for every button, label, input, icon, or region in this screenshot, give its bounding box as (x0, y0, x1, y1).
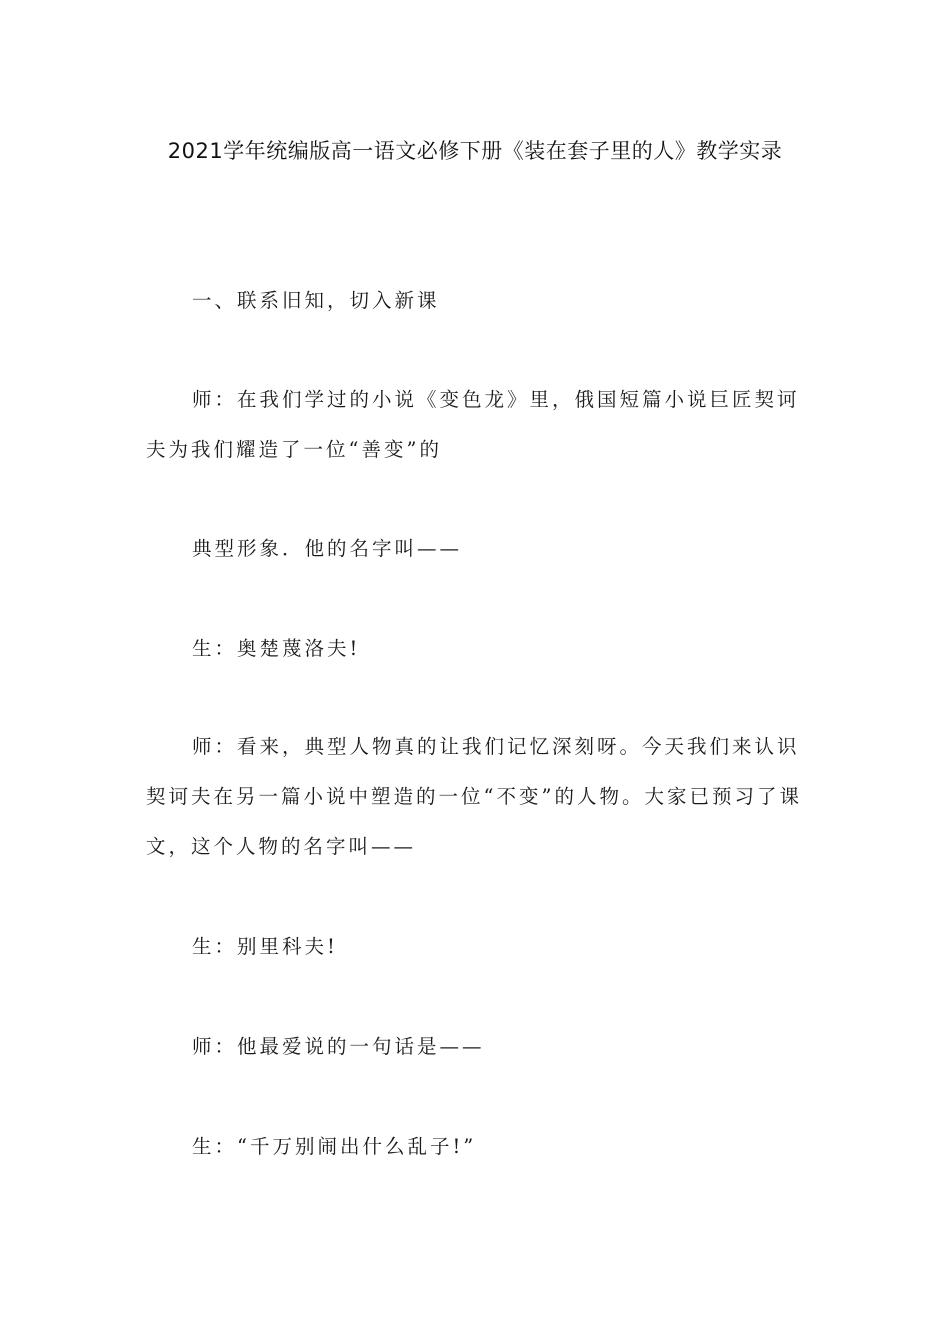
paragraph-teacher-prompt: 师：他最爱说的一句话是—— (192, 1035, 485, 1058)
section-heading: 一、联系旧知，切入新课 (192, 289, 440, 312)
paragraph-typical-image: 典型形象．他的名字叫—— (192, 537, 463, 560)
document-title: 2021学年统编版高一语文必修下册《装在套子里的人》教学实录 (167, 139, 783, 163)
paragraph-teacher-question: 师：看来，典型人物真的让我们记忆深刻呀。今天我们来认识契诃夫在另一篇小说中塑造的一位“不变”的人物。大家已预习了课文，这个人物的名字叫—— (146, 735, 802, 858)
paragraph-teacher-intro: 师：在我们学过的小说《变色龙》里，俄国短篇小说巨匠契诃夫为我们耀造了一位“善变”的 (146, 388, 800, 461)
paragraph-student-answer-2: 生：别里科夫! (192, 935, 338, 958)
paragraph-student-quote: 生：“千万别闹出什么乱子!” (192, 1135, 477, 1158)
paragraph-student-answer-1: 生：奥楚蔑洛夫! (192, 637, 361, 660)
